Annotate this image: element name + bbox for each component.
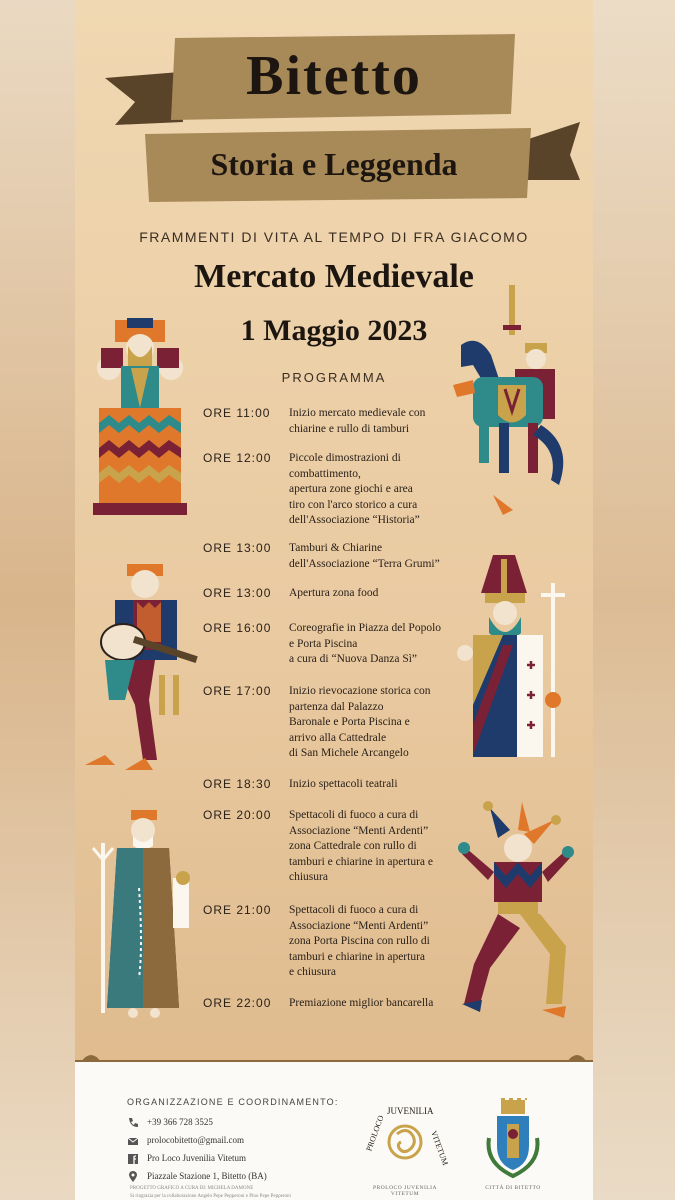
tagline: FRAMMENTI DI VITA AL TEMPO DI FRA GIACOMO — [139, 229, 529, 245]
bishop-icon — [455, 555, 570, 765]
knight-on-horse-icon — [433, 285, 573, 515]
facebook-icon — [127, 1153, 139, 1165]
schedule-desc: Inizio mercato medievale con chiarine e rullo di tamburi — [289, 407, 426, 435]
phone-icon — [127, 1117, 139, 1129]
proloco-logo-top-text: JUVENILIA — [387, 1106, 434, 1116]
graphic-credit: PROGETTO GRAFICO A CURA DI: MICHELA DAMONE — [130, 1186, 254, 1191]
schedule-desc: Inizio rievocazione storica con partenza dal Palazzo Baronale e Porta Piscina e arrivo alla Cattedrale di San Michele Arcangelo — [289, 685, 431, 760]
schedule — [203, 0, 453, 1050]
facebook-page[interactable]: Pro Loco Juvenilia Vitetum — [147, 1153, 247, 1163]
city-coat-of-arms-icon — [483, 1098, 543, 1180]
background-blur-right — [593, 0, 675, 1200]
schedule-desc: Apertura zona food — [289, 587, 379, 599]
schedule-time: ORE 13:00 — [203, 541, 272, 555]
jester-icon — [460, 800, 575, 1025]
queen-illustration-icon — [93, 318, 188, 518]
schedule-time: ORE 12:00 — [203, 451, 272, 465]
poster-title: Bitetto — [246, 45, 422, 107]
city-logo-caption: CITTÀ DI BITETTO — [485, 1185, 541, 1191]
schedule-time: ORE 16:00 — [203, 621, 272, 635]
background-blur-left — [0, 0, 75, 1200]
schedule-time: ORE 11:00 — [203, 406, 271, 420]
schedule-time: ORE 20:00 — [203, 808, 272, 822]
poster — [75, 0, 593, 1200]
program-heading: PROGRAMMA — [281, 370, 387, 385]
phone-number[interactable]: +39 366 728 3525 — [147, 1117, 213, 1127]
schedule-time: ORE 13:00 — [203, 586, 272, 600]
lute-player-icon — [85, 560, 210, 775]
schedule-time: ORE 21:00 — [203, 903, 272, 917]
address: Piazzale Stazione 1, Bitetto (BA) — [147, 1171, 267, 1181]
email-address[interactable]: prolocobitetto@gmail.com — [147, 1135, 245, 1145]
proloco-logo-right-text: VITETUM — [429, 1129, 450, 1167]
mail-icon — [127, 1135, 139, 1147]
proloco-logo-caption: PROLOCO JUVENILIA VITETUM — [373, 1185, 437, 1197]
schedule-desc: Spettacoli di fuoco a cura di Associazione “Menti Ardenti” zona Porta Piscina con rullo di tamburi e chiarine in apertura e chiusura — [289, 904, 430, 979]
schedule-desc: Premiazione miglior bancarella — [289, 997, 434, 1009]
schedule-desc: Piccole dimostrazioni di combattimento, apertura zone giochi e area tiro con l'arco storico a cura dell'Associazione “Historia” — [289, 452, 420, 527]
friar-icon — [93, 808, 198, 1018]
event-date: 1 Maggio 2023 — [240, 314, 428, 347]
schedule-desc: Inizio spettacoli teatrali — [289, 778, 398, 790]
schedule-time: ORE 22:00 — [203, 996, 272, 1010]
thanks-credit: Si ringrazia per la collaborazione Angelo Pepe Pepperoni e Pino Pepe Pepperoni — [130, 1194, 291, 1199]
poster-subtitle: Storia e Leggenda — [210, 146, 458, 182]
schedule-desc: Spettacoli di fuoco a cura di Associazione “Menti Ardenti” zona Cattedrale con rullo di tamburi e chiarine in apertura e chiusura — [289, 809, 433, 884]
schedule-desc: Tamburi & Chiarine dell'Associazione “Terra Grumi” — [289, 542, 440, 570]
proloco-logo-left-text: PROLOCO — [364, 1114, 386, 1153]
schedule-desc: Coreografie in Piazza del Popolo e Porta Piscina a cura di “Nuova Danza Sì” — [289, 622, 442, 666]
event-name: Mercato Medievale — [194, 258, 474, 295]
schedule-time: ORE 17:00 — [203, 684, 272, 698]
proloco-logo-icon — [364, 1100, 450, 1180]
location-pin-icon — [127, 1171, 139, 1183]
schedule-time: ORE 18:30 — [203, 777, 272, 791]
organization-heading: ORGANIZZAZIONE E COORDINAMENTO: — [127, 1097, 339, 1107]
